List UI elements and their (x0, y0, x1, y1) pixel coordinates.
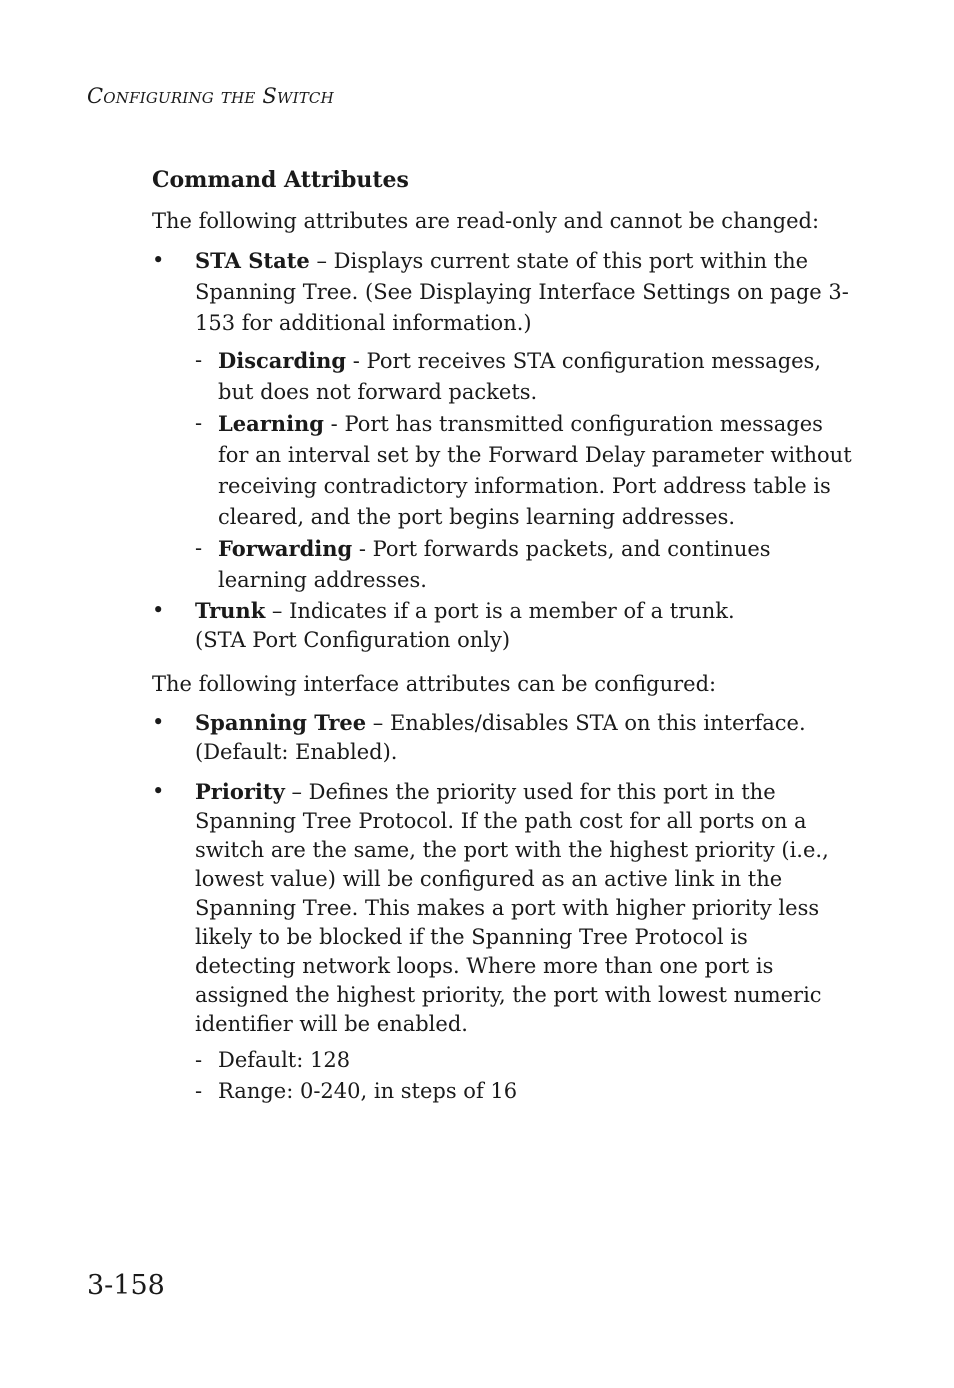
bullet-trunk (152, 596, 852, 655)
intro-readonly: The following attributes are read-only and cannot be changed: (152, 209, 820, 233)
term-trunk: Trunk (195, 598, 266, 623)
term-forwarding: Forwarding (218, 536, 353, 561)
desc-priority: – Defines the priority used for this port in the Spanning Tree Protocol. If the path cost for all ports on a switch are the same, the port with the highest priority (i.e., lowest value) will be configured as an active link in the Spanning Tree. This makes a port with higher priority less likely to be blocked if the Spanning Tree Protocol is detecting network loops. Where more than one port is assigned the highest priority, the port with lowest numeric identifier will be enabled. (195, 780, 829, 1036)
desc-sta-state: – Displays current state of this port within the Spanning Tree. (See Displaying Interface Settings on page 3-153 for additional information.) (195, 249, 849, 335)
dash-mark: - (195, 1079, 203, 1103)
bullet-mark: • (152, 598, 165, 622)
header-rest-2: witch (276, 84, 334, 108)
bullet-mark: • (152, 710, 165, 734)
sub-discarding (152, 345, 852, 408)
priority-range: Range: 0-240, in steps of 16 (218, 1079, 518, 1103)
bullet-sta-state (152, 245, 852, 339)
sub-priority-range (152, 1076, 852, 1107)
page-number: 3-158 (87, 1270, 165, 1301)
term-discarding: Discarding (218, 348, 347, 373)
priority-default: Default: 128 (218, 1048, 351, 1072)
header-cap-s: S (262, 84, 277, 108)
bullet-mark: • (152, 779, 165, 803)
desc-forwarding: - Port forwards packets, and continues learning addresses. (218, 537, 771, 592)
sub-priority-default (152, 1045, 852, 1076)
note-trunk: (STA Port Configuration only) (195, 628, 511, 652)
term-learning: Learning (218, 411, 324, 436)
bullet-spanning-tree (152, 708, 852, 767)
desc-learning: - Port has transmitted configuration messages for an interval set by the Forward Delay parameter without receiving contradictory information. Port address table is cleared, and the port begins learning addresses. (218, 412, 852, 529)
term-sta-state: STA State (195, 248, 310, 273)
header-rest-1: onfiguring the (103, 84, 263, 108)
section-title: Command Attributes (152, 167, 409, 193)
sub-forwarding (152, 533, 852, 596)
desc-discarding: - Port receives STA configuration messages, but does not forward packets. (218, 349, 822, 404)
running-header (87, 84, 334, 108)
bullet-priority (152, 777, 852, 1039)
dash-mark: - (195, 1048, 203, 1072)
dash-mark: - (195, 536, 203, 560)
term-spanning-tree: Spanning Tree (195, 710, 367, 735)
desc-trunk: – Indicates if a port is a member of a trunk. (265, 599, 735, 623)
page-content (152, 165, 852, 1107)
dash-mark: - (195, 348, 203, 372)
intro-config: The following interface attributes can be configured: (152, 672, 717, 696)
term-priority: Priority (195, 779, 285, 804)
header-cap-c: C (87, 84, 104, 108)
bullet-mark: • (152, 248, 165, 272)
sub-learning (152, 408, 852, 533)
dash-mark: - (195, 411, 203, 435)
desc-spanning-tree: – Enables/disables STA on this interface. (Default: Enabled). (195, 711, 806, 764)
